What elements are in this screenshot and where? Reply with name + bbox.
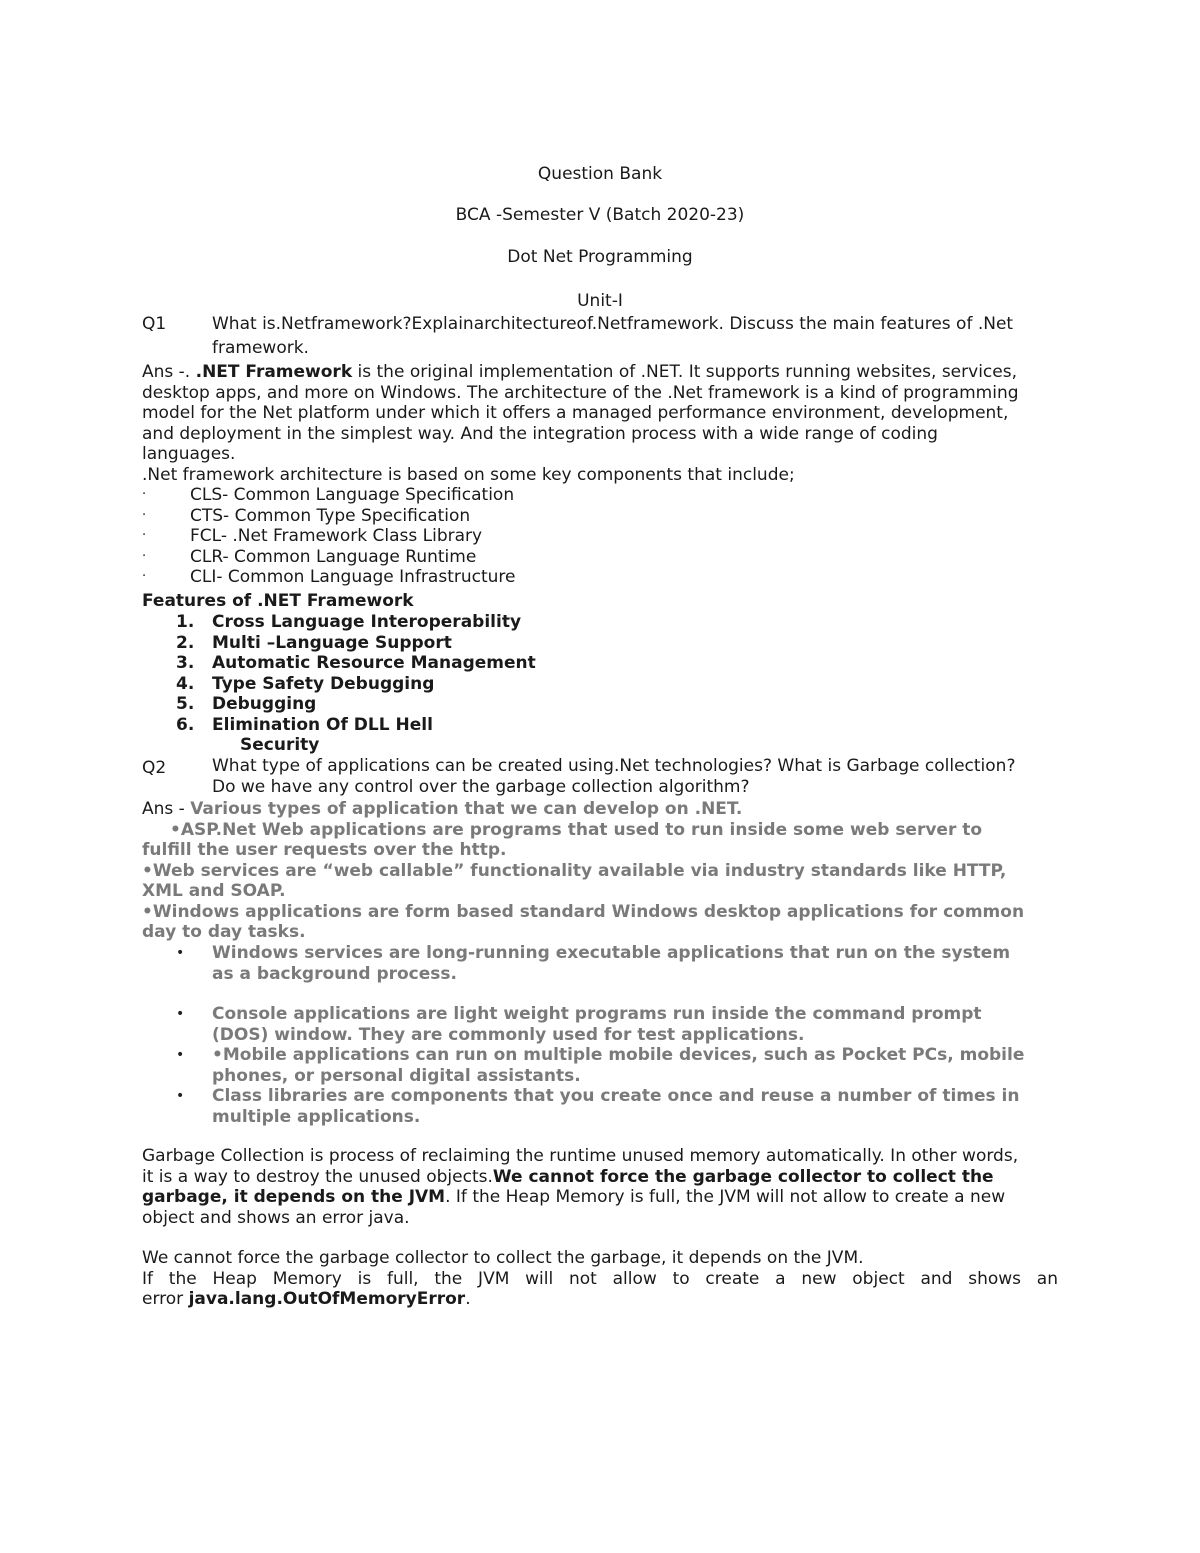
q1-ans-bold: .NET Framework xyxy=(195,362,353,382)
features-heading: Features of .NET Framework xyxy=(142,591,414,611)
gc-paragraph-line: Garbage Collection is process of reclaiming the runtime unused memory automatically. In other words, xyxy=(142,1146,1019,1166)
q1-answer-line: .Net framework architecture is based on some key components that include; xyxy=(142,464,795,485)
bullet-icon: · xyxy=(142,528,147,543)
bullet-icon: • xyxy=(176,1047,185,1063)
apps-line: XML and SOAP. xyxy=(142,881,286,901)
q1-question xyxy=(212,312,1058,360)
q1-ans-rest: is the original implementation of .NET. It supports running websites, services, xyxy=(352,362,1017,382)
gc-paragraph-line: garbage, it depends on the JVM. If the Heap Memory is full, the JVM will not allow to create a new xyxy=(142,1187,1006,1207)
error-name: java.lang.OutOfMemoryError xyxy=(188,1289,466,1309)
bullet-icon: • xyxy=(176,945,185,961)
q1-answer-line1 xyxy=(142,362,1017,383)
gc2-paragraph-line: We cannot force the garbage collector to collect the garbage, it depends on the JVM. xyxy=(142,1248,864,1268)
apps-line: •Web services are “web callable” functionality available via industry standards like HTTP, xyxy=(142,860,1007,881)
apps-line: day to day tasks. xyxy=(142,922,306,942)
q1-answer-line: languages. xyxy=(142,444,236,464)
course-line: BCA -Semester V (Batch 2020-23) xyxy=(455,205,745,225)
gc2-paragraph-line: error java.lang.OutOfMemoryError. xyxy=(142,1289,471,1309)
q1-ans-prefix: Ans -. xyxy=(142,362,196,382)
q2-question-line2: Do we have any control over the garbage collection algorithm? xyxy=(212,777,750,797)
apps-line: •Windows applications are form based standard Windows desktop applications for common xyxy=(142,901,1025,922)
q1-question-line2: framework. xyxy=(212,338,309,358)
q2-number: Q2 xyxy=(142,758,167,778)
q2-question-line1: What type of applications can be created using.Net technologies? What is Garbage collection? xyxy=(212,756,1016,776)
q2-ans-intro: Various types of application that we can develop on .NET. xyxy=(190,799,743,819)
apps-line: fulfill the user requests over the http. xyxy=(142,840,507,860)
q1-answer-line: desktop apps, and more on Windows. The architecture of the .Net framework is a kind of programming xyxy=(142,382,1019,403)
gc-paragraph-line: object and shows an error java. xyxy=(142,1207,410,1228)
subject-line: Dot Net Programming xyxy=(507,247,693,267)
q2-question xyxy=(212,756,1058,798)
bullet-icon: · xyxy=(142,507,147,523)
q2-answer-intro xyxy=(142,799,742,820)
q1-number: Q1 xyxy=(142,314,167,334)
bullet-icon: · xyxy=(142,487,147,502)
bullet-icon: · xyxy=(142,569,147,584)
gc-paragraph-line: it is a way to destroy the unused objects.We cannot force the garbage collector to collect the xyxy=(142,1166,994,1187)
q2-ans-prefix: Ans - xyxy=(142,799,191,819)
gc2-paragraph-line: If the Heap Memory is full, the JVM will not allow to create a new object and shows an xyxy=(142,1268,1058,1289)
bullet-icon: · xyxy=(142,548,147,564)
features-extra: Security xyxy=(240,735,320,755)
q1-question-line1: What is.Netframework?Explainarchitectureof.Netframework. Discuss the main features of .Net xyxy=(212,314,1014,334)
bullet-icon: • xyxy=(176,1006,185,1022)
q1-answer-line: and deployment in the simplest way. And the integration process with a wide range of coding xyxy=(142,423,938,444)
doc-title: Question Bank xyxy=(537,164,663,184)
q1-answer-line: model for the Net platform under which it offers a managed performance environment, development, xyxy=(142,403,1009,423)
apps-line: •ASP.Net Web applications are programs that used to run inside some web server to xyxy=(170,819,983,840)
unit-heading: Unit-I xyxy=(577,291,623,311)
bullet-icon: • xyxy=(176,1088,185,1104)
